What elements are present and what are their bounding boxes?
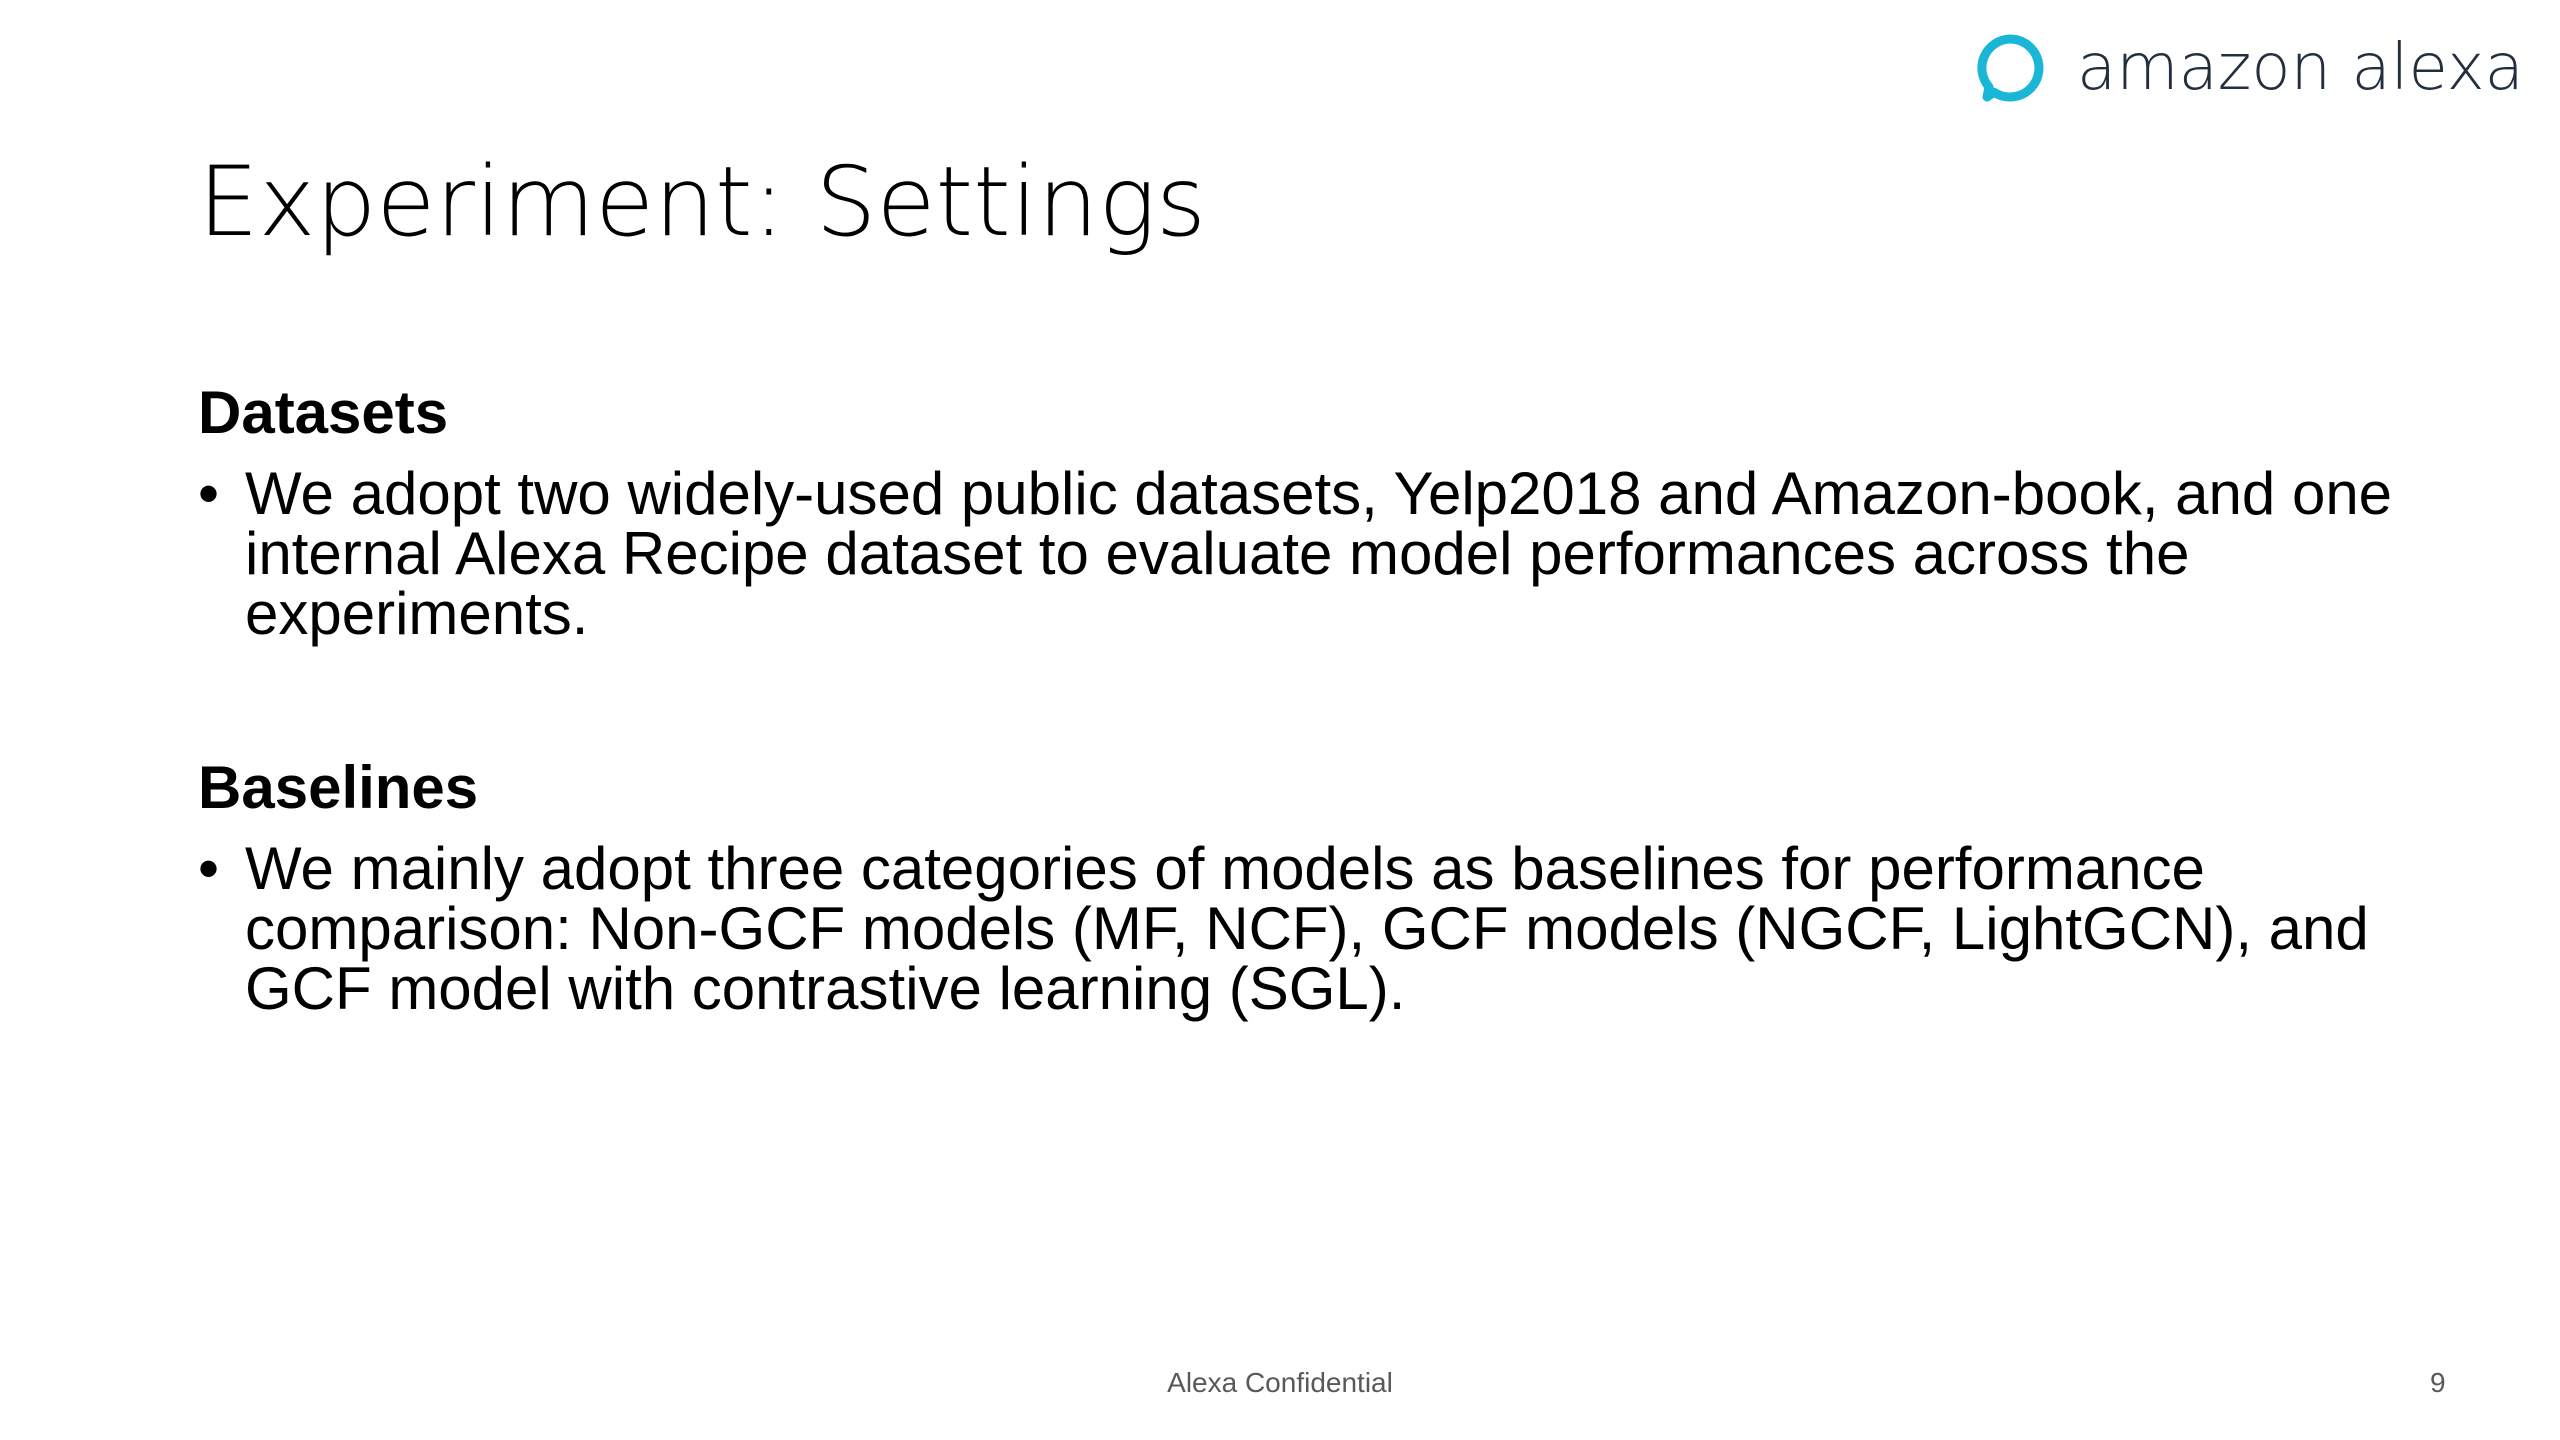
section-datasets bbox=[198, 379, 2438, 647]
alexa-ring-icon bbox=[1975, 33, 2045, 103]
page-number: 9 bbox=[2430, 1367, 2446, 1398]
bullet-dot-icon: • bbox=[198, 835, 220, 902]
footer-confidential: Alexa Confidential bbox=[1167, 1367, 1393, 1398]
slide-title: Experiment: Settings bbox=[198, 146, 1206, 258]
bullet-item bbox=[198, 835, 2438, 1022]
section-baselines bbox=[198, 754, 2438, 1022]
section-heading: Baselines bbox=[198, 754, 479, 821]
bullet-text: We mainly adopt three categories of models as baselines for performance comparison: Non-GCF models (MF, NCF), GCF models (NGCF, LightGCN), and GCF model with contrastive learning (SGL). bbox=[245, 835, 2369, 1022]
bullet-item bbox=[198, 460, 2438, 647]
logo-text: amazon alexa bbox=[2077, 31, 2524, 105]
bullet-text: We adopt two widely-used public datasets, Yelp2018 and Amazon-book, and one internal Alexa Recipe dataset to evaluate model performances across the experiments. bbox=[245, 460, 2393, 647]
amazon-alexa-logo bbox=[1975, 18, 2524, 118]
section-heading: Datasets bbox=[198, 379, 449, 446]
bullet-dot-icon: • bbox=[198, 460, 220, 527]
